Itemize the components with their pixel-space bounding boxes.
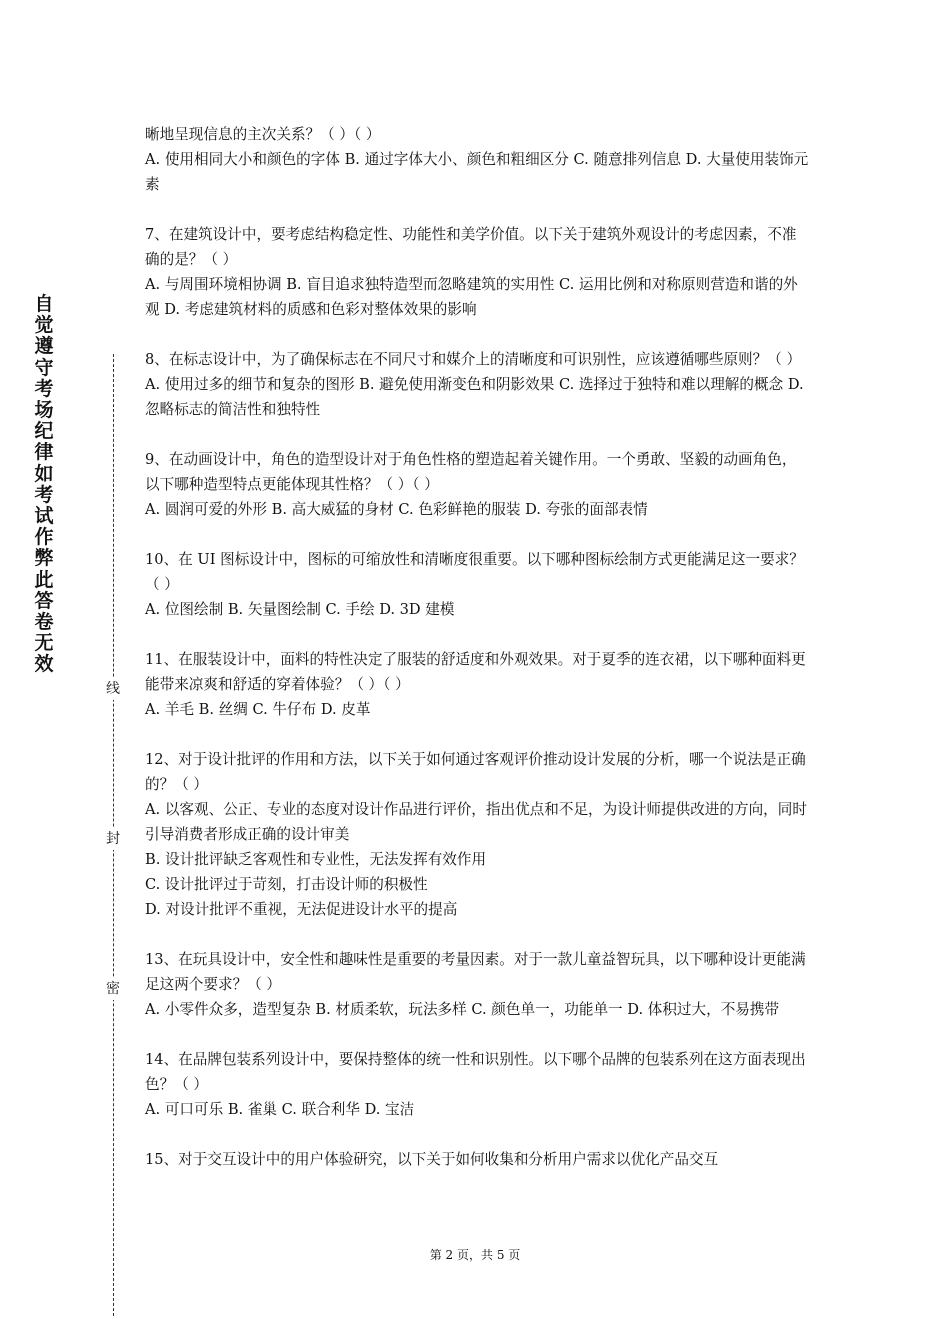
question-option-a: A. 以客观、公正、专业的态度对设计作品进行评价，指出优点和不足，为设计师提供改进的方向，同时引导消费者形成正确的设计审美: [145, 801, 807, 843]
page-number: 第 2 页，共 5 页: [429, 1248, 521, 1262]
question-options: A. 使用相同大小和颜色的字体 B. 通过字体大小、颜色和粗细区分 C. 随意排列信息 D. 大量使用装饰元素: [145, 151, 809, 193]
question-6-continued: [145, 122, 809, 197]
question-12: [145, 747, 809, 922]
question-list: [145, 122, 809, 1197]
binding-label-feng: 封: [103, 828, 123, 850]
question-options: A. 位图绘制 B. 矢量图绘制 C. 手绘 D. 3D 建模: [145, 601, 455, 618]
question-14: [145, 1047, 809, 1122]
question-7: [145, 222, 809, 322]
binding-label-xian: 线: [103, 678, 123, 700]
question-stem: 8、在标志设计中，为了确保标志在不同尺寸和媒介上的清晰度和可识别性，应该遵循哪些原则？（ ）: [145, 351, 802, 368]
question-stem: 10、在 UI 图标设计中，图标的可缩放性和清晰度很重要。以下哪种图标绘制方式更能满足这一要求？（ ）: [145, 551, 804, 593]
question-15: [145, 1147, 809, 1172]
question-options: A. 可口可乐 B. 雀巢 C. 联合利华 D. 宝洁: [145, 1101, 415, 1118]
exam-discipline-notice: 自觉遵守考场纪律如考试作弊此答卷无效: [34, 293, 54, 676]
question-stem: 12、对于设计批评的作用和方法，以下关于如何通过客观评价推动设计发展的分析，哪一个说法是正确的？（ ）: [145, 751, 806, 793]
question-stem: 14、在品牌包装系列设计中，要保持整体的统一性和识别性。以下哪个品牌的包装系列在这方面表现出色？（ ）: [145, 1051, 806, 1093]
binding-label-mi: 密: [103, 978, 123, 1000]
question-options: A. 圆润可爱的外形 B. 高大威猛的身材 C. 色彩鲜艳的服装 D. 夸张的面部表情: [145, 501, 648, 518]
question-stem: 7、在建筑设计中，要考虑结构稳定性、功能性和美学价值。以下关于建筑外观设计的考虑因素，不准确的是？（ ）: [145, 226, 797, 268]
question-10: [145, 547, 809, 622]
question-option-b: B. 设计批评缺乏客观性和专业性，无法发挥有效作用: [145, 851, 487, 868]
question-options: A. 与周围环境相协调 B. 盲目追求独特造型而忽略建筑的实用性 C. 运用比例和对称原则营造和谐的外观 D. 考虑建筑材料的质感和色彩对整体效果的影响: [145, 276, 798, 318]
question-9: [145, 447, 809, 522]
question-stem: 15、对于交互设计中的用户体验研究，以下关于如何收集和分析用户需求以优化产品交互: [145, 1151, 719, 1168]
question-stem: 9、在动画设计中，角色的造型设计对于角色性格的塑造起着关键作用。一个勇敢、坚毅的动画角色，以下哪种造型特点更能体现其性格？（ ）（ ）: [145, 451, 797, 493]
question-stem: 13、在玩具设计中，安全性和趣味性是重要的考量因素。对于一款儿童益智玩具，以下哪种设计更能满足这两个要求？（ ）: [145, 951, 806, 993]
question-option-d: D. 对设计批评不重视，无法促进设计水平的提高: [145, 901, 458, 918]
question-13: [145, 947, 809, 1022]
question-11: [145, 647, 809, 722]
question-stem: 11、在服装设计中，面料的特性决定了服装的舒适度和外观效果。对于夏季的连衣裙，以下哪种面料更能带来凉爽和舒适的穿着体验？（ ）（ ）: [145, 651, 806, 693]
question-options: A. 羊毛 B. 丝绸 C. 牛仔布 D. 皮革: [145, 701, 371, 718]
question-options: A. 小零件众多，造型复杂 B. 材质柔软，玩法多样 C. 颜色单一，功能单一 D. 体积过大，不易携带: [145, 1001, 780, 1018]
question-options: A. 使用过多的细节和复杂的图形 B. 避免使用渐变色和阴影效果 C. 选择过于独特和难以理解的概念 D. 忽略标志的简洁性和独特性: [145, 376, 804, 418]
question-option-c: C. 设计批评过于苛刻，打击设计师的积极性: [145, 876, 428, 893]
question-stem: 晰地呈现信息的主次关系？（ ）（ ）: [145, 126, 381, 143]
question-8: [145, 347, 809, 422]
